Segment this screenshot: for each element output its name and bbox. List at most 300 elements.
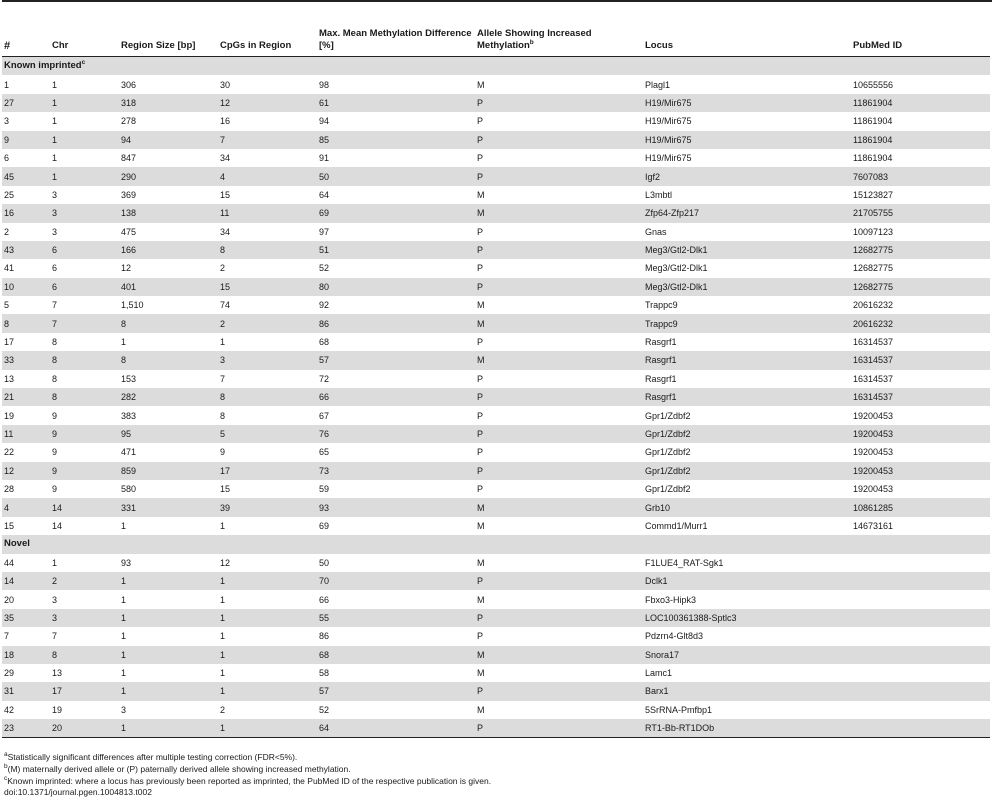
section-title: Novel: [4, 538, 30, 550]
cell-methylation-diff: 68: [319, 337, 330, 348]
cell-locus: Gnas: [645, 226, 667, 237]
cell-allele: P: [475, 719, 643, 738]
cell-methylation-diff: 91: [319, 153, 330, 164]
cell-chr: 8: [52, 373, 58, 384]
table-row: [2, 131, 990, 149]
cell-methylation-diff: 85: [317, 131, 475, 149]
table-row: [2, 388, 990, 406]
cell-locus: Zfp64-Zfp217: [643, 204, 851, 222]
cell-allele: M: [477, 189, 485, 200]
cell-cpgs: 15: [218, 278, 317, 296]
col-header-allele-text: Allele Showing Increased Methylation: [477, 28, 592, 51]
cell-cpgs: 34: [220, 226, 231, 237]
cell-num: 27: [2, 94, 50, 112]
cell-pubmed: 20616232: [853, 300, 894, 311]
cell-pubmed: 10097123: [853, 226, 894, 237]
cell-region-size: 1: [119, 572, 218, 590]
cell-methylation-diff: 70: [317, 572, 475, 590]
cell-num: 11: [2, 425, 50, 443]
table-row: [2, 112, 990, 130]
cell-pubmed: 21705755: [851, 204, 990, 222]
cell-methylation-diff: 65: [319, 447, 330, 458]
cell-locus: L3mbtl: [645, 189, 673, 200]
cell-locus: Rasgrf1: [645, 373, 677, 384]
cell-pubmed: [851, 664, 990, 682]
cell-pubmed: 12682775: [853, 263, 894, 274]
cell-methylation-diff: 76: [317, 425, 475, 443]
cell-num: 2: [4, 226, 10, 237]
cell-methylation-diff: 66: [319, 594, 330, 605]
footnote-b: [4, 764, 491, 776]
table-row: [2, 627, 990, 645]
cell-region-size: 3: [121, 704, 127, 715]
cell-chr: 8: [50, 646, 119, 664]
cell-allele: P: [477, 226, 484, 237]
cell-chr: 1: [50, 167, 119, 185]
cell-locus: Gpr1/Zdbf2: [645, 410, 691, 421]
table-row: [2, 517, 990, 535]
cell-num: 45: [2, 167, 50, 185]
cell-methylation-diff: 59: [319, 484, 330, 495]
cell-methylation-diff: 64: [317, 719, 475, 738]
cell-locus: Igf2: [643, 167, 851, 185]
section-title-sup: c: [81, 59, 86, 67]
cell-region-size: 138: [119, 204, 218, 222]
cell-region-size: 475: [121, 226, 137, 237]
cell-methylation-diff: 68: [317, 646, 475, 664]
section-title: Known imprinted: [4, 60, 82, 72]
cell-region-size: 847: [121, 153, 137, 164]
cell-cpgs: 12: [220, 557, 231, 568]
table-row: [2, 609, 990, 627]
cell-methylation-diff: 86: [317, 314, 475, 332]
cell-num: 13: [4, 373, 15, 384]
cell-cpgs: 74: [220, 300, 231, 311]
cell-allele: P: [475, 278, 643, 296]
cell-methylation-diff: 72: [319, 373, 330, 384]
cell-chr: 8: [52, 337, 58, 348]
table-row: [2, 333, 990, 351]
cell-allele: P: [477, 484, 484, 495]
cell-pubmed: 19200453: [853, 447, 894, 458]
cell-cpgs: 1: [218, 572, 317, 590]
footnotes: [4, 752, 491, 799]
cell-allele: P: [475, 94, 643, 112]
table-row: [2, 701, 990, 719]
cell-chr: 1: [50, 94, 119, 112]
cell-chr: 7: [52, 631, 58, 642]
cell-num: 17: [4, 337, 15, 348]
cell-locus: Lamc1: [645, 668, 673, 679]
cell-pubmed: [851, 701, 990, 719]
cell-num: 14: [2, 572, 50, 590]
table-row: [2, 664, 990, 682]
cell-cpgs: 2: [220, 704, 226, 715]
cell-methylation-diff: 64: [319, 189, 330, 200]
cell-region-size: 1: [121, 668, 127, 679]
footnote-b-sup: b: [4, 762, 8, 770]
cell-region-size: 306: [121, 79, 137, 90]
cell-cpgs: 30: [220, 79, 231, 90]
cell-region-size: 1: [121, 520, 127, 531]
cell-cpgs: 8: [220, 410, 226, 421]
cell-allele: M: [477, 300, 485, 311]
cell-allele: P: [475, 462, 643, 480]
cell-chr: 17: [50, 682, 119, 700]
table-row: [2, 149, 990, 167]
cell-locus: Dclk1: [643, 572, 851, 590]
cell-chr: 19: [52, 704, 63, 715]
cell-pubmed: 10655556: [853, 79, 894, 90]
section-header-row: [2, 535, 990, 553]
table-row: [2, 554, 990, 572]
cell-region-size: 153: [121, 373, 137, 384]
cell-methylation-diff: 92: [319, 300, 330, 311]
col-header-allele: [475, 20, 643, 57]
cell-pubmed: [851, 609, 990, 627]
cell-cpgs: 15: [220, 189, 231, 200]
cell-num: 31: [2, 682, 50, 700]
cell-locus: Gpr1/Zdbf2: [645, 447, 691, 458]
cell-locus: RT1-Bb-RT1DOb: [643, 719, 851, 738]
cell-methylation-diff: 52: [319, 704, 330, 715]
cell-methylation-diff: 57: [317, 682, 475, 700]
cell-methylation-diff: 97: [319, 226, 330, 237]
cell-allele: M: [477, 79, 485, 90]
table-row: [2, 480, 990, 498]
cell-pubmed: 7607083: [851, 167, 990, 185]
cell-region-size: 580: [121, 484, 137, 495]
cell-region-size: 369: [121, 189, 137, 200]
table-row: [2, 590, 990, 608]
cell-region-size: 8: [119, 351, 218, 369]
cell-allele: P: [475, 241, 643, 259]
cell-chr: 8: [50, 351, 119, 369]
cell-locus: H19/Mir675: [643, 131, 851, 149]
cell-allele: P: [477, 447, 484, 458]
section-header-row: [2, 57, 990, 76]
footnote-a: [4, 752, 491, 764]
cell-locus: Pdzrn4-Glt8d3: [645, 631, 704, 642]
cell-chr: 1: [50, 131, 119, 149]
cell-region-size: 1: [119, 719, 218, 738]
cell-locus: Gpr1/Zdbf2: [645, 484, 691, 495]
cell-locus: Gpr1/Zdbf2: [643, 462, 851, 480]
cell-pubmed: [851, 627, 990, 645]
cell-region-size: 318: [119, 94, 218, 112]
cell-methylation-diff: 73: [317, 462, 475, 480]
cell-num: 29: [4, 668, 15, 679]
cell-cpgs: 34: [220, 153, 231, 164]
cell-region-size: 290: [119, 167, 218, 185]
cell-region-size: 1: [121, 594, 127, 605]
cell-locus: Trappc9: [643, 314, 851, 332]
cell-methylation-diff: 50: [317, 167, 475, 185]
cell-methylation-diff: 69: [317, 204, 475, 222]
cell-region-size: 383: [121, 410, 137, 421]
table-row: [2, 646, 990, 664]
cell-allele: P: [477, 116, 484, 127]
cell-chr: 1: [52, 116, 58, 127]
footnote-a-sup: a: [4, 751, 8, 759]
cell-pubmed: [851, 646, 990, 664]
cell-methylation-diff: 98: [319, 79, 330, 90]
table-row: [2, 94, 990, 112]
cell-num: 19: [4, 410, 15, 421]
cell-chr: 1: [52, 153, 58, 164]
table-row: [2, 462, 990, 480]
cell-pubmed: 19200453: [851, 425, 990, 443]
cell-chr: 9: [52, 410, 58, 421]
table-row: [2, 75, 990, 93]
cell-methylation-diff: 61: [317, 94, 475, 112]
cell-num: 18: [2, 646, 50, 664]
cell-region-size: 859: [119, 462, 218, 480]
cell-allele: M: [475, 204, 643, 222]
cell-cpgs: 7: [220, 373, 226, 384]
cell-methylation-diff: 94: [319, 116, 330, 127]
methylation-table: [2, 20, 990, 738]
cell-chr: 6: [52, 263, 58, 274]
cell-region-size: 278: [121, 116, 137, 127]
cell-chr: 1: [52, 79, 58, 90]
cell-num: 41: [4, 263, 15, 274]
cell-chr: 9: [50, 425, 119, 443]
cell-methylation-diff: 80: [317, 278, 475, 296]
cell-num: 8: [2, 314, 50, 332]
table-row: [2, 186, 990, 204]
cell-cpgs: 1: [220, 337, 226, 348]
cell-region-size: 1,510: [121, 300, 144, 311]
cell-num: 28: [4, 484, 15, 495]
cell-locus: Rasgrf1: [645, 337, 677, 348]
cell-cpgs: 1: [220, 631, 226, 642]
cell-methylation-diff: 51: [317, 241, 475, 259]
col-header-region-size: Region Size [bp]: [121, 40, 196, 51]
cell-methylation-diff: 67: [319, 410, 330, 421]
cell-pubmed: 19200453: [853, 484, 894, 495]
footnote-a-text: Statistically significant differences after multiple testing correction (FDR<5%).: [7, 752, 298, 762]
col-header-num: #: [4, 40, 11, 52]
cell-cpgs: 12: [218, 94, 317, 112]
cell-cpgs: 1: [220, 668, 226, 679]
cell-num: 23: [2, 719, 50, 738]
cell-allele: P: [475, 609, 643, 627]
cell-pubmed: 12682775: [851, 241, 990, 259]
header-row: [2, 20, 990, 57]
cell-cpgs: 8: [218, 388, 317, 406]
cell-locus: Fbxo3-Hipk3: [645, 594, 697, 605]
table-row: [2, 370, 990, 388]
cell-chr: 2: [50, 572, 119, 590]
col-header-locus: Locus: [645, 40, 673, 51]
table-row: [2, 406, 990, 424]
cell-chr: 14: [52, 520, 63, 531]
cell-cpgs: 39: [218, 498, 317, 516]
cell-pubmed: 12682775: [851, 278, 990, 296]
section-title-cell: [2, 57, 990, 76]
cell-allele: M: [477, 668, 485, 679]
cell-methylation-diff: 57: [317, 351, 475, 369]
cell-locus: 5SrRNA-Pmfbp1: [645, 704, 713, 715]
cell-methylation-diff: 93: [317, 498, 475, 516]
col-header-pubmed: PubMed ID: [853, 40, 903, 51]
cell-allele: P: [477, 410, 484, 421]
cell-cpgs: 7: [218, 131, 317, 149]
cell-num: 20: [4, 594, 15, 605]
cell-cpgs: 8: [218, 241, 317, 259]
cell-allele: P: [477, 631, 484, 642]
cell-chr: 9: [52, 484, 58, 495]
cell-methylation-diff: 55: [317, 609, 475, 627]
cell-locus: H19/Mir675: [643, 94, 851, 112]
cell-allele: M: [477, 520, 485, 531]
cell-allele: P: [475, 167, 643, 185]
cell-pubmed: [851, 682, 990, 700]
table-row: [2, 572, 990, 590]
cell-pubmed: 14673161: [853, 520, 894, 531]
cell-region-size: 8: [119, 314, 218, 332]
cell-allele: M: [475, 314, 643, 332]
cell-locus: LOC100361388-Sptlc3: [643, 609, 851, 627]
cell-locus: Meg3/Gtl2-Dlk1: [645, 263, 708, 274]
cell-cpgs: 1: [218, 609, 317, 627]
cell-allele: M: [477, 704, 485, 715]
cell-allele: P: [477, 373, 484, 384]
cell-region-size: 471: [121, 447, 137, 458]
table-row: [2, 259, 990, 277]
cell-num: 3: [4, 116, 10, 127]
cell-chr: 3: [52, 189, 58, 200]
cell-methylation-diff: 69: [319, 520, 330, 531]
cell-allele: P: [477, 337, 484, 348]
cell-region-size: 93: [121, 557, 132, 568]
table-row: [2, 719, 990, 738]
cell-region-size: 1: [119, 609, 218, 627]
table-row: [2, 241, 990, 259]
table-row: [2, 167, 990, 185]
cell-allele: P: [475, 572, 643, 590]
cell-locus: Rasgrf1: [643, 351, 851, 369]
cell-methylation-diff: 66: [317, 388, 475, 406]
cell-pubmed: [851, 572, 990, 590]
cell-pubmed: 16314537: [851, 351, 990, 369]
cell-num: 44: [4, 557, 15, 568]
cell-locus: Snora17: [643, 646, 851, 664]
cell-pubmed: 20616232: [851, 314, 990, 332]
col-header-chr: Chr: [52, 40, 69, 51]
cell-chr: 1: [52, 557, 58, 568]
cell-locus: H19/Mir675: [645, 116, 692, 127]
cell-region-size: 94: [119, 131, 218, 149]
cell-allele: M: [475, 646, 643, 664]
cell-cpgs: 1: [218, 682, 317, 700]
cell-num: 9: [2, 131, 50, 149]
cell-cpgs: 1: [220, 520, 226, 531]
cell-chr: 7: [52, 300, 58, 311]
top-rule: [2, 0, 992, 2]
cell-pubmed: 11861904: [851, 131, 990, 149]
cell-pubmed: 11861904: [853, 153, 893, 164]
cell-locus: Commd1/Murr1: [645, 520, 708, 531]
cell-allele: P: [477, 263, 484, 274]
cell-num: 4: [2, 498, 50, 516]
cell-allele: P: [475, 388, 643, 406]
footnote-c-text: Known imprinted: where a locus has previously been reported as imprinted, the PubMed ID of the respective publication is given.: [7, 775, 492, 786]
cell-chr: 20: [50, 719, 119, 738]
cell-num: 43: [2, 241, 50, 259]
cell-allele: M: [477, 557, 485, 568]
cell-locus: Meg3/Gtl2-Dlk1: [643, 278, 851, 296]
cell-allele: M: [475, 351, 643, 369]
cell-region-size: 401: [119, 278, 218, 296]
cell-locus: Plagl1: [645, 79, 671, 90]
cell-pubmed: [851, 590, 990, 608]
cell-locus: Rasgrf1: [643, 388, 851, 406]
cell-num: 16: [2, 204, 50, 222]
cell-num: 12: [2, 462, 50, 480]
footnote-c: [4, 776, 491, 788]
col-header-methylation-diff: Max. Mean Methylation Difference [%]: [319, 28, 472, 51]
table-row: [2, 351, 990, 369]
table-row: [2, 425, 990, 443]
cell-chr: 3: [50, 204, 119, 222]
cell-cpgs: 16: [220, 116, 231, 127]
cell-cpgs: 3: [218, 351, 317, 369]
cell-chr: 7: [50, 314, 119, 332]
cell-methylation-diff: 86: [319, 631, 330, 642]
cell-num: 35: [2, 609, 50, 627]
cell-chr: 9: [52, 447, 58, 458]
cell-allele: P: [475, 682, 643, 700]
cell-num: 25: [4, 189, 15, 200]
cell-pubmed: 11861904: [853, 116, 893, 127]
cell-region-size: 95: [119, 425, 218, 443]
cell-cpgs: 4: [218, 167, 317, 185]
cell-cpgs: 15: [220, 484, 231, 495]
cell-chr: 14: [50, 498, 119, 516]
cell-chr: 13: [52, 668, 63, 679]
cell-locus: Barx1: [643, 682, 851, 700]
cell-region-size: 1: [119, 682, 218, 700]
cell-region-size: 331: [119, 498, 218, 516]
cell-num: 10: [2, 278, 50, 296]
footnote-c-sup: c: [4, 774, 8, 782]
cell-region-size: 1: [121, 337, 127, 348]
table-row: [2, 314, 990, 332]
cell-pubmed: 19200453: [853, 410, 894, 421]
cell-cpgs: 11: [218, 204, 317, 222]
cell-num: 33: [2, 351, 50, 369]
cell-region-size: 1: [121, 631, 127, 642]
cell-chr: 6: [50, 241, 119, 259]
table-row: [2, 204, 990, 222]
cell-cpgs: 1: [218, 719, 317, 738]
col-header-allele-sup: b: [529, 38, 534, 46]
cell-region-size: 1: [119, 646, 218, 664]
cell-locus: Grb10: [643, 498, 851, 516]
cell-region-size: 282: [119, 388, 218, 406]
cell-allele: M: [475, 498, 643, 516]
cell-num: 1: [4, 79, 10, 90]
cell-cpgs: 5: [218, 425, 317, 443]
footnote-b-text: (M) maternally derived allele or (P) paternally derived allele showing increased methylation.: [7, 763, 351, 774]
cell-locus: Meg3/Gtl2-Dlk1: [643, 241, 851, 259]
cell-cpgs: 2: [220, 263, 226, 274]
cell-chr: 3: [52, 226, 58, 237]
table-row: [2, 223, 990, 241]
cell-pubmed: 16314537: [853, 337, 894, 348]
